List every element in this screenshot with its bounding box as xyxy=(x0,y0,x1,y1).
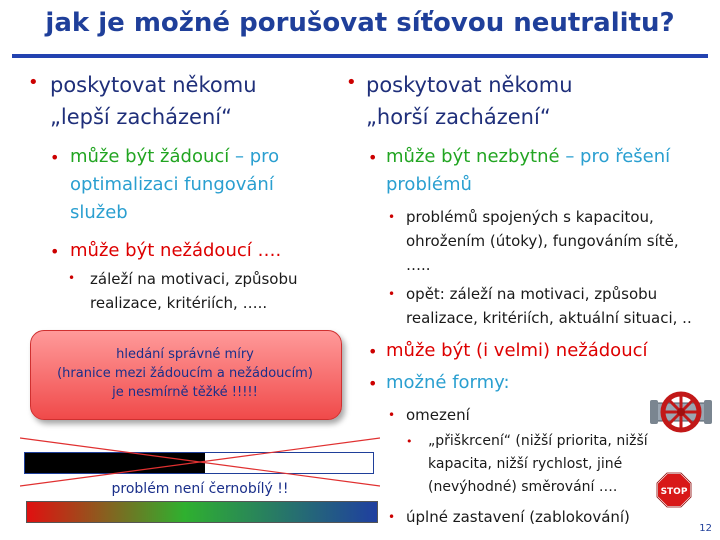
right-sub1b-line2: realizace, kritériích, aktuální situaci, .. xyxy=(406,309,692,327)
left-sub1-line3: služeb xyxy=(70,202,128,223)
valve-wheel-icon xyxy=(650,390,712,434)
right-heading-line1: poskytovat někomu xyxy=(366,73,573,97)
right-sub1a-line3: ….. xyxy=(406,256,431,274)
gradient-bar xyxy=(26,501,378,523)
right-sub1-highlight: může být nezbytné xyxy=(386,146,560,167)
left-sub2: může být nežádoucí …. xyxy=(70,240,282,261)
bullet-dot-icon: • xyxy=(388,287,396,301)
right-sub1b-line1: opět: záleží na motivaci, způsobu xyxy=(406,285,658,303)
left-sub1-rest: – pro xyxy=(229,146,280,167)
title-underline xyxy=(12,54,708,58)
left-sub3-line2: realizace, kritériích, ….. xyxy=(90,294,268,312)
slide-title: jak je možné porušovat síťovou neutralitu? xyxy=(45,8,675,38)
right-sub3b: úplné zastavení (zablokování) xyxy=(406,508,630,526)
right-sub3a1-line3: (nevýhodné) směrování …. xyxy=(428,479,618,495)
right-sub3a1-line1: „přiškrcení“ (nižší priorita, nižší xyxy=(428,433,648,449)
bullet-dot-icon: • xyxy=(368,342,378,361)
not-black-white-note: problém není černobílý !! xyxy=(111,481,289,497)
right-heading-line2: „horší zacházení“ xyxy=(366,105,551,129)
bullet-dot-icon: • xyxy=(68,271,76,285)
callout-text xyxy=(30,346,340,403)
bullet-dot-icon: • xyxy=(388,510,396,524)
left-heading-line2: „lepší zacházení“ xyxy=(50,105,232,129)
callout-line2: (hranice mezi žádoucím a nežádoucím) xyxy=(57,365,313,381)
bullet-dot-icon: • xyxy=(406,435,413,448)
bullet-dot-icon: • xyxy=(388,210,396,224)
left-sub1-line1 xyxy=(70,146,279,169)
bullet-dot-icon: • xyxy=(50,242,60,261)
right-sub1-line1 xyxy=(386,146,670,169)
right-sub1-line2: problémů xyxy=(386,174,472,195)
bullet-dot-icon: • xyxy=(50,148,60,167)
right-sub1a-line1: problémů spojených s kapacitou, xyxy=(406,208,654,226)
left-sub1-highlight: může být žádoucí xyxy=(70,146,230,167)
right-sub1-rest: – pro řešení xyxy=(559,146,671,167)
stop-sign-text: STOP xyxy=(660,487,688,497)
right-sub3a1-line2: kapacita, nižší rychlost, jiné xyxy=(428,456,623,472)
bullet-dot-icon: • xyxy=(368,374,378,393)
bullet-dot-icon: • xyxy=(28,72,39,93)
callout-line3: je nesmírně těžké !!!!! xyxy=(112,384,258,400)
left-sub1-line2: optimalizaci fungování xyxy=(70,174,274,195)
bullet-dot-icon: • xyxy=(346,72,357,93)
left-heading-line1: poskytovat někomu xyxy=(50,73,257,97)
stop-sign-icon xyxy=(656,472,692,508)
callout-line1: hledání správné míry xyxy=(116,347,254,362)
right-sub3: možné formy: xyxy=(386,372,510,393)
right-sub1a-line2: ohrožením (útoky), fungováním sítě, xyxy=(406,232,679,250)
bullet-dot-icon: • xyxy=(388,408,396,422)
right-sub3a: omezení xyxy=(406,406,470,424)
left-sub3-line1: záleží na motivaci, způsobu xyxy=(90,270,298,288)
page-number: 12 xyxy=(699,523,712,534)
right-sub2: může být (i velmi) nežádoucí xyxy=(386,340,648,361)
bullet-dot-icon: • xyxy=(368,148,378,167)
